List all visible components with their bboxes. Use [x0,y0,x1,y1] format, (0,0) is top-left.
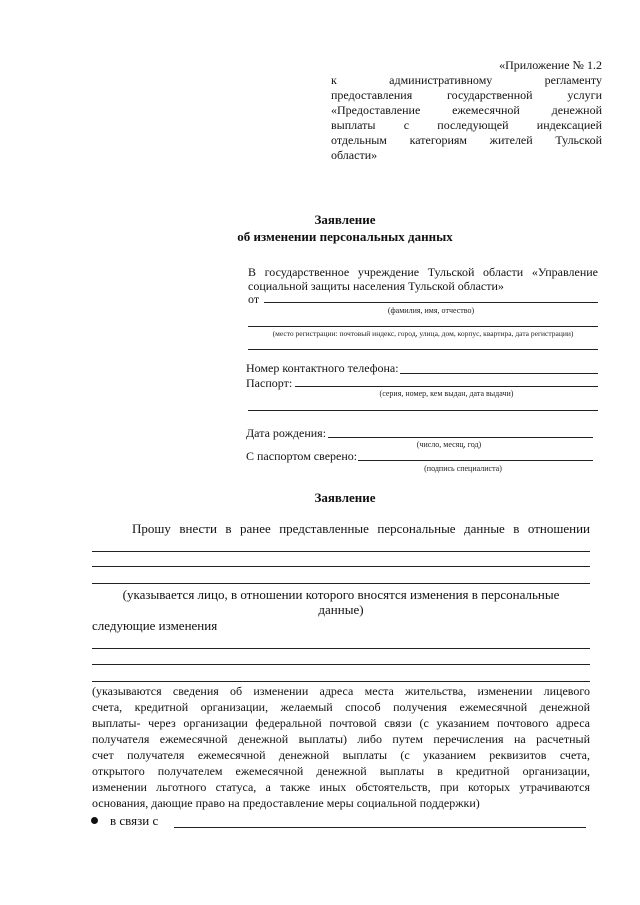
phone-field[interactable] [400,373,598,374]
person-hint: данные) [318,602,364,617]
request-text: Прошу внести в ранее представленные персональные данные в отношении [132,521,590,536]
appendix-text [331,73,602,163]
fio-field[interactable] [264,302,598,303]
checked-label: С паспортом сверено: [246,449,358,463]
bullet-icon [91,817,98,824]
changes-field-line[interactable] [92,648,590,649]
reason-label: в связи с [110,813,159,828]
changes-hint-line: получателя ежемесячной денежной выплаты) либо путем перечисления на расчетный [92,732,590,746]
appendix-line: области» [331,148,378,162]
from-label: от [248,292,260,306]
appendix-title: «Приложение № 1.2 [499,58,602,72]
registration-field-line[interactable] [248,326,598,327]
changes-hint [92,683,590,811]
document-subtitle: об изменении персональных данных [237,229,453,244]
appendix-line: к административному регламенту [331,73,602,87]
person-hint: (указывается лицо, в отношении которого вносятся изменения в персональные [122,587,560,602]
appendix-line: «Предоставление ежемесячной денежной [331,103,602,117]
appendix-line: отдельным категориям жителей Тульской [331,133,602,147]
passport-field[interactable] [295,386,598,387]
phone-label: Номер контактного телефона: [246,361,399,375]
fio-hint: (фамилия, имя, отчество) [387,306,475,315]
changes-field-line[interactable] [92,664,590,665]
person-field-line[interactable] [92,551,590,552]
birth-date-field[interactable] [328,437,593,438]
person-field-line[interactable] [92,583,590,584]
addressee-line: В государственное учреждение Тульской области «Управление [248,265,598,279]
changes-label: следующие изменения [92,618,218,633]
checked-hint: (подпись специалиста) [424,464,502,473]
changes-hint-line: открытого получателем ежемесячной денежной выплаты в кредитной организации, [92,764,590,778]
passport-hint: (серия, номер, кем выдан, дата выдачи) [379,389,514,398]
changes-hint-line: основания, дающие право на предоставление меры социальной поддержки) [92,796,480,810]
passport-field-line[interactable] [248,410,598,411]
appendix-line: предоставления государственной услуги [331,88,602,102]
document-title: Заявление [314,212,376,227]
changes-hint-line: выплаты- через организации федеральной почтовой связи (с указанием почтового адреса [92,716,590,730]
changes-hint-line: счет получателя ежемесячной денежной выплаты (с указанием реквизитов счета, [92,748,590,762]
reason-field[interactable] [174,827,586,828]
passport-label: Паспорт: [246,376,293,390]
registration-hint: (место регистрации: почтовый индекс, город, улица, дом, корпус, квартира, дата регистрации) [272,329,574,338]
statement-heading: Заявление [314,490,376,505]
changes-hint-line: (указываются сведения об изменении адреса места жительства, изменении лицевого [92,684,590,698]
addressee-line: социальной защиты населения Тульской области» [248,279,504,293]
signature-field[interactable] [358,460,593,461]
changes-hint-line: изменении льготного статуса, а также иных обстоятельств, при которых утрачиваются [92,780,590,794]
registration-field-line[interactable] [248,349,598,350]
birth-label: Дата рождения: [246,426,327,440]
person-field-line[interactable] [92,566,590,567]
changes-field-line[interactable] [92,681,590,682]
appendix-line: выплаты с последующей индексацией [331,118,602,132]
birth-hint: (число, месяц, год) [416,440,482,449]
changes-hint-line: счета, кредитной организации, желаемый способ получения ежемесячной денежной [92,700,590,714]
